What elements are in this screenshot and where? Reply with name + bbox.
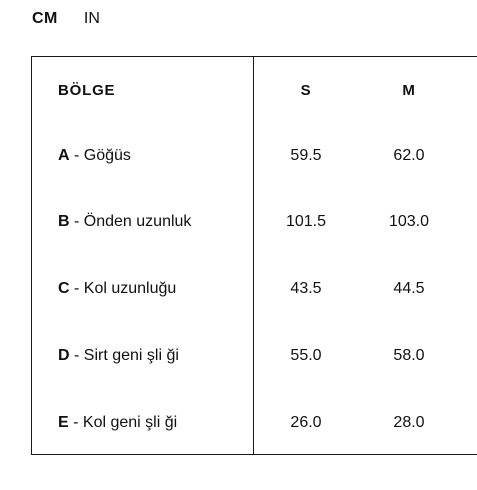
row-letter: D xyxy=(58,347,70,364)
row-value-s: 26.0 xyxy=(290,414,322,431)
row-label xyxy=(58,280,176,298)
table-row xyxy=(32,123,477,189)
row-name: - Kol uzunluğu xyxy=(69,280,177,297)
row-value-s: 55.0 xyxy=(290,347,322,364)
row-value-m: 58.0 xyxy=(393,347,425,364)
row-value-s: 59.5 xyxy=(290,147,322,164)
row-label xyxy=(58,414,177,432)
row-letter: B xyxy=(58,213,70,230)
table-row xyxy=(32,323,477,389)
table-header-row xyxy=(32,57,477,123)
table-row xyxy=(32,390,477,456)
header-size-s: S xyxy=(300,81,312,99)
table-row xyxy=(32,256,477,322)
row-label xyxy=(58,213,191,231)
row-value-s: 43.5 xyxy=(290,280,322,297)
row-value-m: 44.5 xyxy=(393,280,425,297)
header-size-m: M xyxy=(402,81,416,99)
unit-tab-cm[interactable]: CM xyxy=(32,10,58,27)
row-label xyxy=(58,147,131,165)
row-letter: A xyxy=(58,147,70,164)
header-region: BÖLGE xyxy=(58,81,116,99)
row-letter: E xyxy=(58,414,69,431)
row-letter: C xyxy=(58,280,70,297)
row-name: - Sirt geni şli ği xyxy=(69,347,179,364)
row-name: - Önden uzunluk xyxy=(69,213,192,230)
row-name: - Kol geni şli ği xyxy=(68,414,178,431)
row-value-m: 28.0 xyxy=(393,414,425,431)
row-label xyxy=(58,347,179,365)
row-name: - Göğüs xyxy=(69,147,131,164)
size-chart-table xyxy=(31,56,477,455)
row-value-m: 62.0 xyxy=(393,147,425,164)
unit-tab-in[interactable]: IN xyxy=(83,10,100,27)
row-value-m: 103.0 xyxy=(388,213,430,230)
unit-toggle xyxy=(32,8,100,30)
table-row xyxy=(32,189,477,255)
row-value-s: 101.5 xyxy=(285,213,327,230)
